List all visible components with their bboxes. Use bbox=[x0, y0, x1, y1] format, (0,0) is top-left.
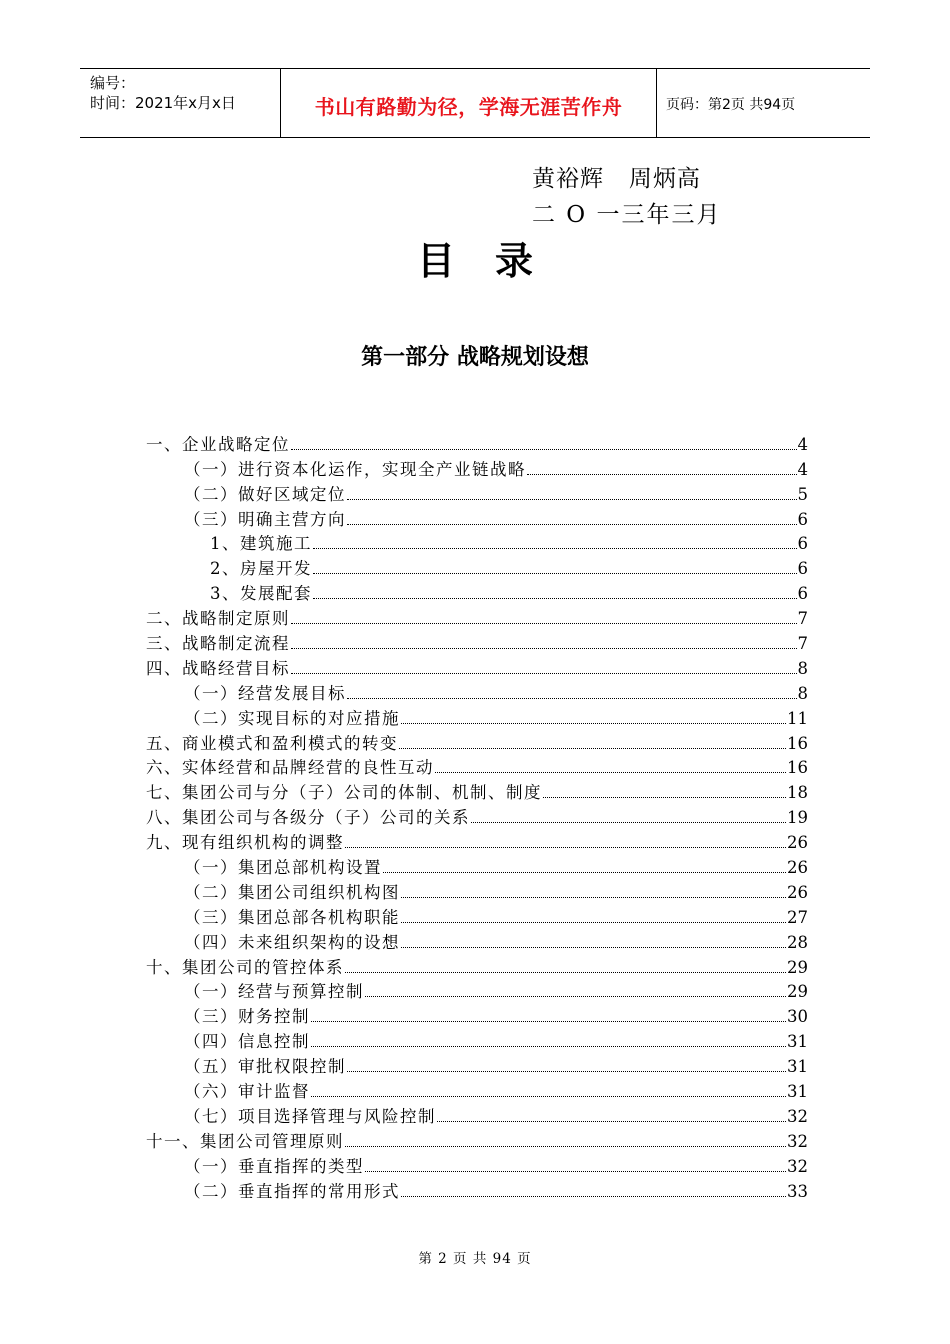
toc-entry-page: 32 bbox=[787, 1131, 808, 1151]
page-title: 目录 bbox=[416, 239, 573, 283]
time-label: 时间：2021年x月x日 bbox=[90, 94, 236, 112]
toc-entry-page: 31 bbox=[787, 1057, 808, 1077]
toc-leader-dots bbox=[347, 1070, 786, 1072]
toc-entry[interactable] bbox=[146, 604, 808, 629]
toc-leader-dots bbox=[365, 1170, 786, 1172]
toc-leader-dots bbox=[345, 846, 786, 848]
toc-entry[interactable] bbox=[146, 878, 808, 903]
toc-entry[interactable] bbox=[146, 778, 808, 803]
toc-leader-dots bbox=[311, 1020, 786, 1022]
toc-entry-label: 六、实体经营和品牌经营的良性互动 bbox=[146, 758, 434, 778]
toc-entry[interactable] bbox=[146, 554, 808, 579]
toc-entry-label: （五）审批权限控制 bbox=[184, 1057, 346, 1077]
toc-entry[interactable] bbox=[146, 828, 808, 853]
toc-entry-label: 一、企业战略定位 bbox=[146, 434, 290, 454]
toc-entry[interactable] bbox=[146, 629, 808, 654]
toc-leader-dots bbox=[347, 523, 797, 525]
toc-entry[interactable] bbox=[146, 579, 808, 604]
toc-leader-dots bbox=[291, 672, 797, 674]
toc-entry-page: 27 bbox=[787, 907, 808, 927]
toc-entry-page: 4 bbox=[797, 459, 808, 479]
toc-entry-page: 29 bbox=[787, 982, 808, 1002]
part-title: 第一部分 战略规划设想 bbox=[361, 345, 589, 370]
toc-entry-page: 8 bbox=[797, 658, 808, 678]
toc-entry-page: 6 bbox=[797, 509, 808, 529]
toc-entry-label: （二）垂直指挥的常用形式 bbox=[184, 1181, 400, 1201]
toc-entry-label: 八、集团公司与各级分（子）公司的关系 bbox=[146, 808, 470, 828]
toc-entry-page: 26 bbox=[787, 858, 808, 878]
toc-leader-dots bbox=[401, 921, 786, 923]
toc-entry[interactable] bbox=[146, 729, 808, 754]
toc-entry-page: 31 bbox=[787, 1032, 808, 1052]
toc-entry-label: 2、房屋开发 bbox=[210, 559, 312, 579]
toc-entry[interactable] bbox=[146, 480, 808, 505]
toc-entry[interactable] bbox=[146, 430, 808, 455]
toc-entry[interactable] bbox=[146, 803, 808, 828]
toc-entry-label: 三、战略制定流程 bbox=[146, 634, 290, 654]
toc-leader-dots bbox=[345, 971, 786, 973]
toc-leader-dots bbox=[401, 722, 786, 724]
toc-entry-page: 32 bbox=[787, 1156, 808, 1176]
toc-entry-label: 七、集团公司与分（子）公司的体制、机制、制度 bbox=[146, 783, 542, 803]
toc-entry-label: 四、战略经营目标 bbox=[146, 658, 290, 678]
toc-entry-page: 16 bbox=[787, 758, 808, 778]
toc-entry-label: 五、商业模式和盈利模式的转变 bbox=[146, 733, 398, 753]
toc-entry-label: （三）明确主营方向 bbox=[184, 509, 346, 529]
toc-entry-label: （二）实现目标的对应措施 bbox=[184, 708, 400, 728]
toc-leader-dots bbox=[311, 1045, 786, 1047]
toc-entry-page: 32 bbox=[787, 1106, 808, 1126]
toc-entry[interactable] bbox=[146, 1002, 808, 1027]
toc-leader-dots bbox=[347, 697, 797, 699]
toc-entry[interactable] bbox=[146, 1102, 808, 1127]
toc-entry-label: 1、建筑施工 bbox=[210, 534, 312, 554]
toc-entry-label: （二）集团公司组织机构图 bbox=[184, 882, 400, 902]
header-page-cell bbox=[656, 69, 870, 137]
toc-entry-label: （三）集团总部各机构职能 bbox=[184, 907, 400, 927]
toc-entry-page: 28 bbox=[787, 932, 808, 952]
toc-entry-label: 九、现有组织机构的调整 bbox=[146, 833, 344, 853]
toc-leader-dots bbox=[347, 498, 797, 500]
authors: 黄裕辉 周炳高 bbox=[532, 166, 701, 192]
toc-entry-page: 29 bbox=[787, 957, 808, 977]
header-table bbox=[80, 68, 870, 138]
toc-entry-label: 十一、集团公司管理原则 bbox=[146, 1131, 344, 1151]
toc-leader-dots bbox=[313, 547, 797, 549]
toc-entry-page: 26 bbox=[787, 833, 808, 853]
toc-entry-label: （一）经营发展目标 bbox=[184, 683, 346, 703]
page-number-label: 页码：第2页 共94页 bbox=[666, 97, 796, 113]
toc-entry-label: （六）审计监督 bbox=[184, 1082, 310, 1102]
toc-leader-dots bbox=[311, 1095, 786, 1097]
toc-entry-page: 5 bbox=[797, 484, 808, 504]
toc-entry-page: 30 bbox=[787, 1007, 808, 1027]
toc-leader-dots bbox=[401, 946, 786, 948]
toc-leader-dots bbox=[291, 622, 797, 624]
toc-leader-dots bbox=[365, 995, 786, 997]
toc-leader-dots bbox=[435, 771, 786, 773]
toc-entry-page: 7 bbox=[797, 634, 808, 654]
table-of-contents bbox=[146, 430, 808, 1202]
toc-entry[interactable] bbox=[146, 953, 808, 978]
toc-entry[interactable] bbox=[146, 530, 808, 555]
toc-entry-page: 6 bbox=[797, 559, 808, 579]
toc-entry[interactable] bbox=[146, 1152, 808, 1177]
toc-entry[interactable] bbox=[146, 754, 808, 779]
toc-entry[interactable] bbox=[146, 679, 808, 704]
toc-entry[interactable] bbox=[146, 1052, 808, 1077]
toc-entry-label: （二）做好区域定位 bbox=[184, 484, 346, 504]
toc-entry[interactable] bbox=[146, 1077, 808, 1102]
toc-entry-label: 二、战略制定原则 bbox=[146, 609, 290, 629]
toc-entry-page: 19 bbox=[787, 808, 808, 828]
header-info-cell bbox=[80, 69, 280, 137]
toc-leader-dots bbox=[345, 1145, 786, 1147]
toc-entry-page: 31 bbox=[787, 1082, 808, 1102]
toc-entry-page: 33 bbox=[787, 1181, 808, 1201]
toc-entry-label: （一）经营与预算控制 bbox=[184, 982, 364, 1002]
toc-entry-label: （四）未来组织架构的设想 bbox=[184, 932, 400, 952]
motto-text: 书山有路勤为径，学海无涯苦作舟 bbox=[314, 95, 623, 119]
toc-entry-page: 11 bbox=[787, 708, 808, 728]
toc-entry-label: （四）信息控制 bbox=[184, 1032, 310, 1052]
toc-entry-page: 8 bbox=[797, 683, 808, 703]
toc-entry[interactable] bbox=[146, 654, 808, 679]
toc-entry-page: 16 bbox=[787, 733, 808, 753]
toc-entry[interactable] bbox=[146, 704, 808, 729]
toc-entry-page: 7 bbox=[797, 609, 808, 629]
document-date: 二 O 一三年三月 bbox=[532, 202, 722, 228]
toc-leader-dots bbox=[291, 448, 797, 450]
toc-leader-dots bbox=[383, 871, 786, 873]
code-label: 编号： bbox=[90, 74, 136, 92]
toc-leader-dots bbox=[471, 821, 786, 823]
toc-entry-label: （一）进行资本化运作，实现全产业链战略 bbox=[184, 459, 526, 479]
toc-entry[interactable] bbox=[146, 455, 808, 480]
toc-entry-label: （一）垂直指挥的类型 bbox=[184, 1156, 364, 1176]
toc-leader-dots bbox=[543, 796, 786, 798]
toc-leader-dots bbox=[527, 473, 797, 475]
toc-entry-page: 26 bbox=[787, 882, 808, 902]
toc-entry[interactable] bbox=[146, 505, 808, 530]
toc-entry[interactable] bbox=[146, 1027, 808, 1052]
toc-entry-page: 6 bbox=[797, 584, 808, 604]
toc-leader-dots bbox=[437, 1120, 786, 1122]
header-motto-cell bbox=[280, 69, 657, 137]
page-footer: 第 2 页 共 94 页 bbox=[418, 1251, 532, 1267]
toc-entry-label: （七）项目选择管理与风险控制 bbox=[184, 1106, 436, 1126]
toc-entry-page: 4 bbox=[797, 434, 808, 454]
toc-entry[interactable] bbox=[146, 928, 808, 953]
toc-entry[interactable] bbox=[146, 978, 808, 1003]
toc-entry[interactable] bbox=[146, 853, 808, 878]
toc-leader-dots bbox=[313, 572, 797, 574]
toc-entry[interactable] bbox=[146, 903, 808, 928]
toc-leader-dots bbox=[401, 1195, 786, 1197]
toc-leader-dots bbox=[399, 747, 786, 749]
toc-leader-dots bbox=[401, 896, 786, 898]
toc-entry-label: 十、集团公司的管控体系 bbox=[146, 957, 344, 977]
toc-entry-label: 3、发展配套 bbox=[210, 584, 312, 604]
toc-leader-dots bbox=[313, 597, 797, 599]
toc-entry-page: 18 bbox=[787, 783, 808, 803]
toc-entry[interactable] bbox=[146, 1177, 808, 1202]
toc-entry-label: （三）财务控制 bbox=[184, 1007, 310, 1027]
toc-entry[interactable] bbox=[146, 1127, 808, 1152]
toc-leader-dots bbox=[291, 647, 797, 649]
toc-entry-page: 6 bbox=[797, 534, 808, 554]
toc-entry-label: （一）集团总部机构设置 bbox=[184, 858, 382, 878]
